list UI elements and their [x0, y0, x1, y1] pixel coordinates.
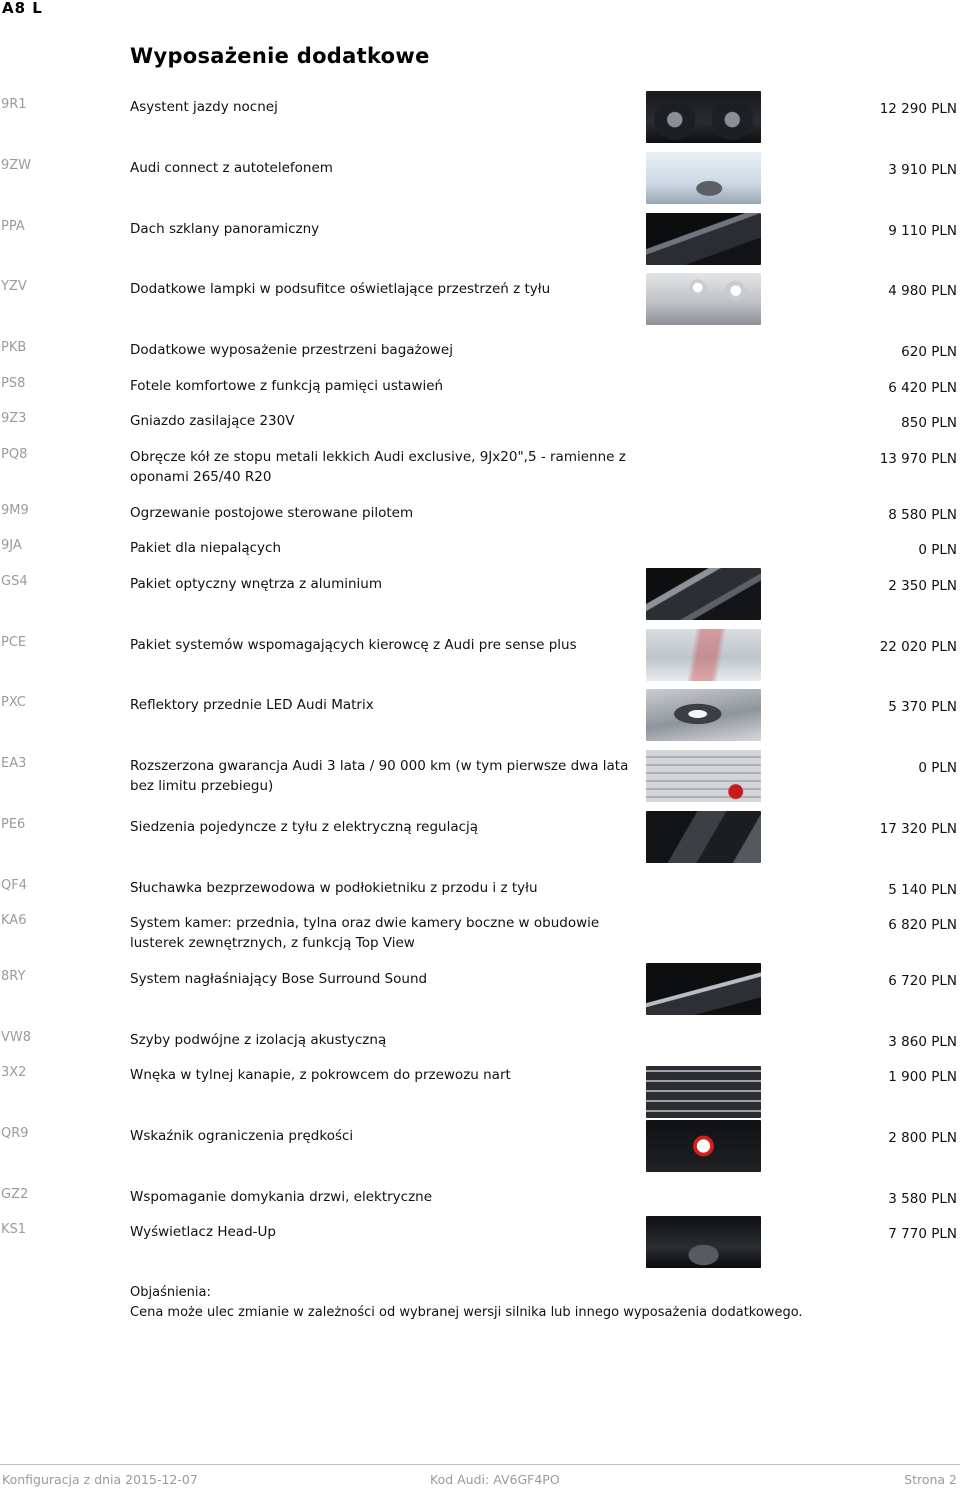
bose-speaker-photo — [646, 963, 761, 1015]
option-price: 3 860 PLN — [888, 1034, 957, 1050]
option-description: Gniazdo zasilające 230V — [130, 413, 295, 429]
option-description: Dodatkowe lampki w podsufitce oświetlające przestrzeń z tyłu — [130, 281, 551, 297]
footer-config-date: Konfiguracja z dnia 2015-12-07 — [2, 1472, 198, 1487]
option-price: 7 770 PLN — [888, 1226, 957, 1242]
option-description: Audi connect z autotelefonem — [130, 160, 333, 176]
option-code: 8RY — [1, 969, 26, 984]
option-code: QR9 — [1, 1126, 29, 1141]
option-code: PS8 — [1, 376, 26, 391]
notes-text: Cena może ulec zmianie w zależności od wybranej wersji silnika lub innego wyposażenia dodatkowego. — [130, 1305, 803, 1320]
option-code: PE6 — [1, 817, 26, 832]
option-description: Reflektory przednie LED Audi Matrix — [130, 697, 374, 713]
head-up-display-photo — [646, 1216, 761, 1268]
option-price: 12 290 PLN — [879, 101, 957, 117]
option-price: 5 370 PLN — [888, 699, 957, 715]
option-code: 9ZW — [1, 158, 32, 173]
notes — [130, 1283, 803, 1323]
option-price: 850 PLN — [901, 415, 957, 431]
option-code: PPA — [1, 219, 25, 234]
headliner-lamps-photo — [646, 273, 761, 325]
option-price: 620 PLN — [901, 344, 957, 360]
matrix-headlight-photo — [646, 689, 761, 741]
option-code: PKB — [1, 340, 27, 355]
ski-bag-photo — [646, 1066, 761, 1118]
option-price: 3 910 PLN — [888, 162, 957, 178]
panoramic-roof-photo — [646, 213, 761, 265]
option-description: Rozszerzona gwarancja Audi 3 lata / 90 000 km (w tym pierwsze dwa lata bez limitu przebiegu) — [130, 758, 629, 794]
footer-audi-code: Kod Audi: AV6GF4PO — [430, 1472, 560, 1487]
footer-divider — [0, 1464, 960, 1465]
option-code: GS4 — [1, 574, 28, 589]
option-price: 8 580 PLN — [888, 507, 957, 523]
warranty-photo — [646, 750, 761, 802]
option-code: YZV — [1, 279, 27, 294]
option-description: Pakiet dla niepalących — [130, 540, 282, 556]
option-price: 6 820 PLN — [888, 917, 957, 933]
option-code: EA3 — [1, 756, 27, 771]
page-title: Wyposażenie dodatkowe — [130, 44, 430, 68]
option-price: 13 970 PLN — [879, 451, 957, 467]
option-description: Słuchawka bezprzewodowa w podłokietniku z przodu i z tyłu — [130, 880, 538, 896]
instrument-cluster-photo — [646, 91, 761, 143]
option-code: 9JA — [1, 538, 22, 553]
option-code: VW8 — [1, 1030, 32, 1045]
speed-limit-photo — [646, 1120, 761, 1172]
option-description: Ogrzewanie postojowe sterowane pilotem — [130, 505, 414, 521]
option-price: 0 PLN — [918, 542, 957, 558]
option-price: 4 980 PLN — [888, 283, 957, 299]
option-description: Wyświetlacz Head-Up — [130, 1224, 276, 1240]
option-price: 22 020 PLN — [879, 639, 957, 655]
option-description: Fotele komfortowe z funkcją pamięci ustawień — [130, 378, 444, 394]
option-description: Szyby podwójne z izolacją akustyczną — [130, 1032, 387, 1048]
pre-sense-photo — [646, 629, 761, 681]
option-price: 9 110 PLN — [888, 223, 957, 239]
option-description: Pakiet optyczny wnętrza z aluminium — [130, 576, 382, 592]
option-price: 17 320 PLN — [879, 821, 957, 837]
option-code: KS1 — [1, 1222, 27, 1237]
option-description: System kamer: przednia, tylna oraz dwie kamery boczne w obudowie lusterek zewnętrznych, z funkcją Top View — [130, 915, 600, 951]
option-code: PQ8 — [1, 447, 28, 462]
option-price: 6 420 PLN — [888, 380, 957, 396]
option-code: 3X2 — [1, 1065, 27, 1080]
footer-page-number: Strona 2 — [904, 1472, 957, 1487]
option-price: 6 720 PLN — [888, 973, 957, 989]
option-code: KA6 — [1, 913, 27, 928]
aluminium-interior-photo — [646, 568, 761, 620]
model-name: A8 L — [2, 0, 43, 17]
option-code: PXC — [1, 695, 26, 710]
option-code: PCE — [1, 635, 27, 650]
option-description: Asystent jazdy nocnej — [130, 99, 278, 115]
option-description: Wskaźnik ograniczenia prędkości — [130, 1128, 354, 1144]
connect-services-photo — [646, 152, 761, 204]
option-price: 3 580 PLN — [888, 1191, 957, 1207]
option-description: Wnęka w tylnej kanapie, z pokrowcem do przewozu nart — [130, 1067, 511, 1083]
option-price: 0 PLN — [918, 760, 957, 776]
option-description: Obręcze kół ze stopu metali lekkich Audi exclusive, 9Jx20",5 - ramienne z oponami 265/40 R20 — [130, 449, 626, 485]
option-price: 1 900 PLN — [888, 1069, 957, 1085]
option-code: QF4 — [1, 878, 27, 893]
option-code: 9Z3 — [1, 411, 27, 426]
notes-heading: Objaśnienia: — [130, 1285, 211, 1300]
rear-seats-photo — [646, 811, 761, 863]
option-price: 2 800 PLN — [888, 1130, 957, 1146]
option-description: System nagłaśniający Bose Surround Sound — [130, 971, 428, 987]
option-description: Pakiet systemów wspomagających kierowcę z Audi pre sense plus — [130, 637, 577, 653]
option-price: 5 140 PLN — [888, 882, 957, 898]
option-description: Siedzenia pojedyncze z tyłu z elektryczną regulacją — [130, 819, 479, 835]
option-price: 2 350 PLN — [888, 578, 957, 594]
option-description: Dodatkowe wyposażenie przestrzeni bagażowej — [130, 342, 453, 358]
option-code: 9M9 — [1, 503, 29, 518]
option-code: 9R1 — [1, 97, 27, 112]
option-code: GZ2 — [1, 1187, 29, 1202]
option-description: Dach szklany panoramiczny — [130, 221, 320, 237]
option-description: Wspomaganie domykania drzwi, elektryczne — [130, 1189, 433, 1205]
